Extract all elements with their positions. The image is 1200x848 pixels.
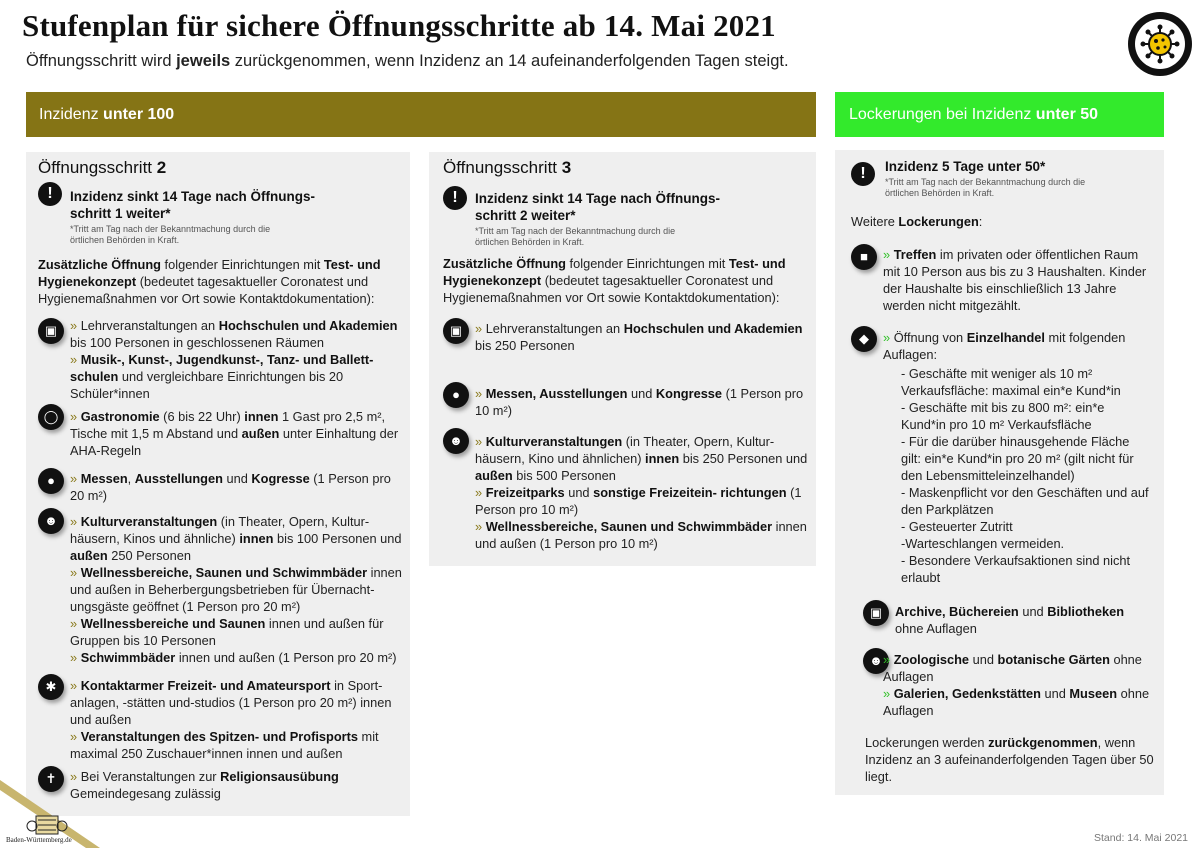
date-stamp: Stand: 14. Mai 2021: [1094, 832, 1188, 844]
meeting-people-icon: ■: [851, 244, 877, 270]
retail-conditions-list: [901, 365, 1151, 586]
under-50-card: [835, 150, 1164, 795]
step-3-headline: Inzidenz sinkt 14 Tage nach Öffnungs- schritt 2 weiter*: [475, 191, 721, 223]
speech-bubbles-icon: ●: [443, 382, 469, 408]
under-50-closing: Lockerungen werden zurückgenommen, wenn Inzidenz an 3 aufeinanderfolgenden Tagen über 50 liegt.: [865, 735, 1154, 784]
further-easings-label: Weitere Lockerungen:: [851, 214, 983, 229]
step-2-intro: Zusätzliche Öffnung folgender Einrichtungen mit Test- und Hygienekonzept (bedeutet tagesaktueller Coronatest und Hygienemaßnahmen vor Ort sowie Kontaktdokumentation):: [38, 257, 381, 306]
step-2-title: Öffnungsschritt 2: [38, 158, 167, 177]
theater-masks-icon: ☻: [38, 508, 64, 534]
step-2-fairs: » Messen, Ausstellungen und Kogresse (1 Person pro 20 m²): [70, 471, 391, 503]
page-title: Stufenplan für sichere Öffnungsschritte ab 14. Mai 2021: [22, 8, 776, 43]
running-person-icon: ✱: [38, 674, 64, 700]
exclamation-icon: !: [851, 162, 875, 186]
list-item: - Maskenpflicht vor den Geschäften und auf den Parkplätzen: [901, 485, 1149, 517]
speech-bubbles-icon: ●: [38, 468, 64, 494]
gastronomy-icon: ◯: [38, 404, 64, 430]
virus-logo-icon: [1128, 12, 1192, 76]
step-2-card: [26, 152, 410, 816]
step-3-title: Öffnungsschritt 3: [443, 158, 572, 177]
page-subtitle: Öffnungsschritt wird jeweils zurückgenommen, wenn Inzidenz an 14 aufeinanderfolgenden Tagen steigt.: [26, 52, 789, 70]
step-2-footnote: *Tritt am Tag nach der Bekanntmachung durch die örtlichen Behörden in Kraft.: [70, 224, 271, 245]
under-50-footnote: *Tritt am Tag nach der Bekanntmachung durch die örtlichen Behörden in Kraft.: [885, 177, 1086, 198]
step-2-gastronomy: » Gastronomie (6 bis 22 Uhr) innen 1 Gast pro 2,5 m², Tische mit 1,5 m Abstand und außen unter Einhaltung der AHA-Regeln: [70, 409, 399, 458]
list-item: - Für die darüber hinausgehende Fläche gilt: ein*e Kund*in pro 20 m² (gilt nicht für den Lebensmitteleinzelhandel): [901, 434, 1134, 483]
step-3-card: [429, 152, 816, 566]
book-icon: ▣: [863, 600, 889, 626]
price-tag-icon: ◆: [851, 326, 877, 352]
list-item: - Besondere Verkaufsaktionen sind nicht erlaubt: [901, 553, 1131, 585]
step-3-footnote: *Tritt am Tag nach der Bekanntmachung durch die örtlichen Behörden in Kraft.: [475, 226, 676, 247]
lecture-icon: ▣: [38, 318, 64, 344]
step-2-headline: Inzidenz sinkt 14 Tage nach Öffnungs- schritt 1 weiter*: [70, 189, 316, 221]
incidence-under-100-bar: Inzidenz unter 100: [26, 92, 816, 137]
step-3-intro: Zusätzliche Öffnung folgender Einrichtungen mit Test- und Hygienekonzept (bedeutet tagesaktueller Coronatest und Hygienemaßnahmen vor Ort sowie Kontaktdokumentation):: [443, 256, 786, 305]
list-item: - Geschäfte mit bis zu 800 m²: ein*e Kund*in pro 10 m² Verkaufsfläche: [901, 400, 1105, 432]
under-50-culture: » Zoologische und botanische Gärten ohne Auflagen » Galerien, Gedenkstätten und Museen ohne Auflagen: [883, 652, 1150, 718]
incidence-under-50-bar: Lockerungen bei Inzidenz unter 50: [835, 92, 1164, 137]
exclamation-icon: !: [443, 186, 467, 210]
under-50-retail: » Öffnung von Einzelhandel mit folgenden Auflagen:: [883, 330, 1126, 362]
theater-masks-icon: ☻: [863, 648, 889, 674]
step-2-sports: » Kontaktarmer Freizeit- und Amateursport in Sport- anlagen, -stätten und-studios (1 Person pro 20 m²) innen und außen » Veranstaltungen des Spitzen- und Profisports mit maximal 250 Zuschauer*innen innen und außen: [70, 678, 392, 761]
theater-masks-icon: ☻: [443, 428, 469, 454]
baden-wuerttemberg-logo-text: Baden-Württemberg.de: [6, 836, 72, 844]
step-2-culture: » Kulturveranstaltungen (in Theater, Opern, Kultur- häusern, Kinos und ähnliche) innen bis 100 Personen und außen 250 Personen » Wellnessbereiche, Saunen und Schwimmbäder innen und außen in Beherbergungsbetrieben für Übernacht- ungsgäste geöffnet (1 Person pro 20 m²) » Wellnessbereiche und Saunen innen und außen für Gruppen bis 10 Personen » Schwimmbäder innen und außen (1 Person pro 20 m²): [70, 514, 402, 665]
step-3-fairs: » Messen, Ausstellungen und Kongresse (1 Person pro 10 m²): [475, 386, 804, 418]
step-2-education: » Lehrveranstaltungen an Hochschulen und Akademien bis 100 Personen in geschlossenen Räumen » Musik-, Kunst-, Jugendkunst-, Tanz- und Ballett- schulen und vergleichbare Einrichtungen bis 20 Schüler*innen: [70, 318, 398, 401]
exclamation-icon: !: [38, 182, 62, 206]
under-50-archives: Archive, Büchereien und Bibliotheken ohne Auflagen: [895, 604, 1125, 636]
step-3-culture: » Kulturveranstaltungen (in Theater, Opern, Kultur- häusern, Kino und ähnlichen) innen bis 250 Personen und außen bis 500 Personen » Freizeitparks und sonstige Freizeitein- richtungen (1 Person pro 10 m²) » Wellnessbereiche, Saunen und Schwimmbäder innen und außen (1 Person pro 10 m²): [475, 434, 808, 551]
lecture-icon: ▣: [443, 318, 469, 344]
list-item: - Geschäfte mit weniger als 10 m² Verkaufsfläche: maximal ein*e Kund*in: [901, 366, 1121, 398]
religion-icon: ✝: [38, 766, 64, 792]
step-2-religion: » Bei Veranstaltungen zur Religionsausübung Gemeindegesang zulässig: [70, 769, 339, 801]
list-item: - Gesteuerter Zutritt: [901, 519, 1013, 534]
under-50-meetings: » Treffen im privaten oder öffentlichen Raum mit 10 Person aus bis zu 3 Haushalten. Kinder der Haushalte bis einschließlich 13 Jahre werden nicht mitgezählt.: [883, 247, 1147, 313]
step-3-education: » Lehrveranstaltungen an Hochschulen und Akademien bis 250 Personen: [475, 321, 803, 353]
list-item: -Warteschlangen vermeiden.: [901, 536, 1065, 551]
under-50-headline: Inzidenz 5 Tage unter 50*: [885, 159, 1046, 174]
